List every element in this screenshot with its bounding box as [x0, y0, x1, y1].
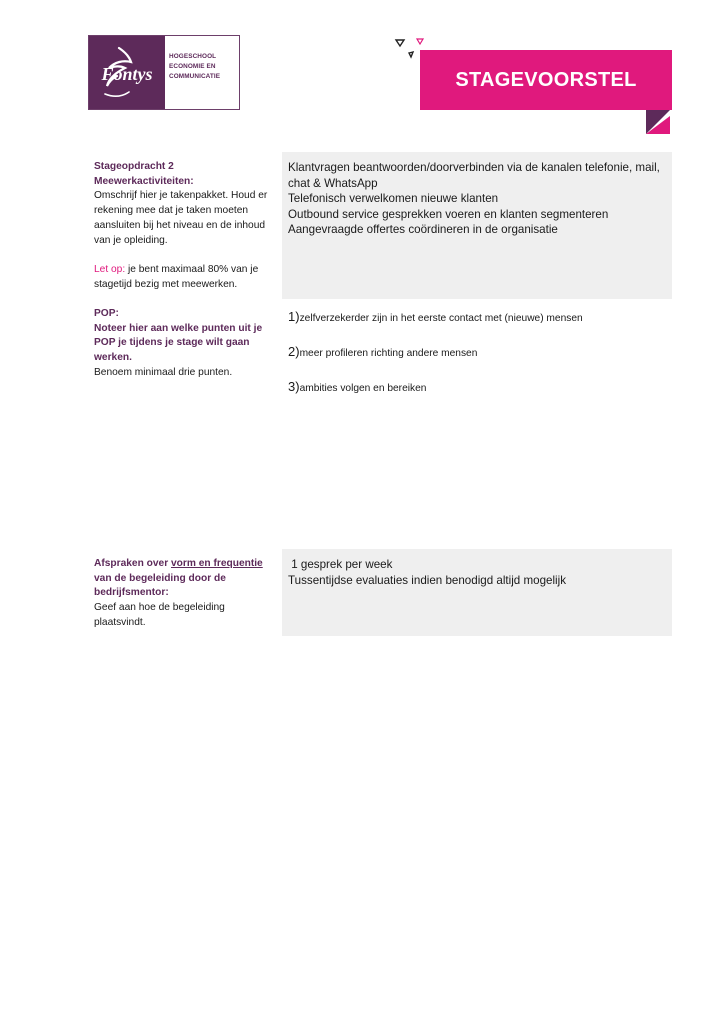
page-title: STAGEVOORSTEL [455, 68, 637, 91]
answer-line: Outbound service gesprekken voeren en klanten segmenteren [288, 207, 609, 221]
section-pop-label [94, 307, 274, 381]
section-heading [94, 557, 274, 601]
pop-point [288, 344, 477, 359]
note-text: je bent maximaal 80% van je stagetijd bezig met meewerken. [94, 263, 259, 290]
answer-line: 1 gesprek per week [288, 558, 393, 571]
answer-line: Telefonisch verwelkomen nieuwe klanten [288, 192, 499, 205]
section-meewerk-label [94, 160, 274, 292]
note-label: Let op: [94, 263, 126, 275]
pop-point-number: 1) [288, 309, 300, 324]
section-heading: Stageopdracht 2 [94, 161, 174, 172]
section-heading: POP: [94, 308, 119, 319]
answer-line: Aangevraagde offertes coördineren in de organisatie [288, 223, 558, 236]
section-heading: Meewerkactiviteiten: [94, 175, 194, 187]
pop-point-text: zelfverzekerder zijn in het eerste contact met (nieuwe) mensen [299, 313, 583, 324]
heading-part: van de begeleiding door de bedrijfsmentor: [94, 572, 226, 599]
logo-mark [89, 36, 165, 109]
section-heading: Noteer hier aan welke punten uit je POP je tijdens je stage wilt gaan werken. [94, 322, 263, 364]
logo-line: ECONOMIE EN [169, 63, 216, 70]
pop-point-number: 3) [288, 379, 300, 394]
logo-wordmark: Fontys [101, 64, 153, 84]
pop-point [288, 379, 426, 394]
page-title-banner [420, 50, 672, 110]
begeleiding-answer-box[interactable] [282, 549, 672, 636]
section-begeleiding-label [94, 557, 274, 631]
section-instructions: Benoem minimaal drie punten. [94, 366, 233, 378]
answer-line: Tussentijdse evaluaties indien benodigd altijd mogelijk [288, 573, 566, 587]
banner-fold-icon [646, 110, 670, 134]
logo-school-name [165, 36, 239, 109]
pop-point [288, 309, 583, 324]
heading-underlined: vorm en frequentie [171, 558, 263, 569]
logo-line: HOGESCHOOL [169, 53, 217, 60]
logo-line: COMMUNICATIE [169, 73, 221, 80]
meewerk-answer-box[interactable] [282, 152, 672, 299]
section-instructions: Geef aan hoe de begeleiding plaatsvindt. [94, 602, 225, 628]
answer-line: Klantvragen beantwoorden/doorverbinden via de kanalen telefonie, mail, chat & WhatsApp [288, 161, 660, 190]
pop-point-text: ambities volgen en bereiken [299, 383, 427, 394]
fontys-logo [88, 35, 240, 110]
heading-part: Afspraken over [94, 558, 172, 569]
pop-point-number: 2) [288, 344, 300, 359]
section-instructions: Omschrijf hier je takenpakket. Houd er rekening mee dat je taken moeten aansluiten bij het niveau en de inhoud van je opleiding. [94, 190, 268, 246]
pop-point-text: meer profileren richting andere mensen [299, 348, 478, 359]
